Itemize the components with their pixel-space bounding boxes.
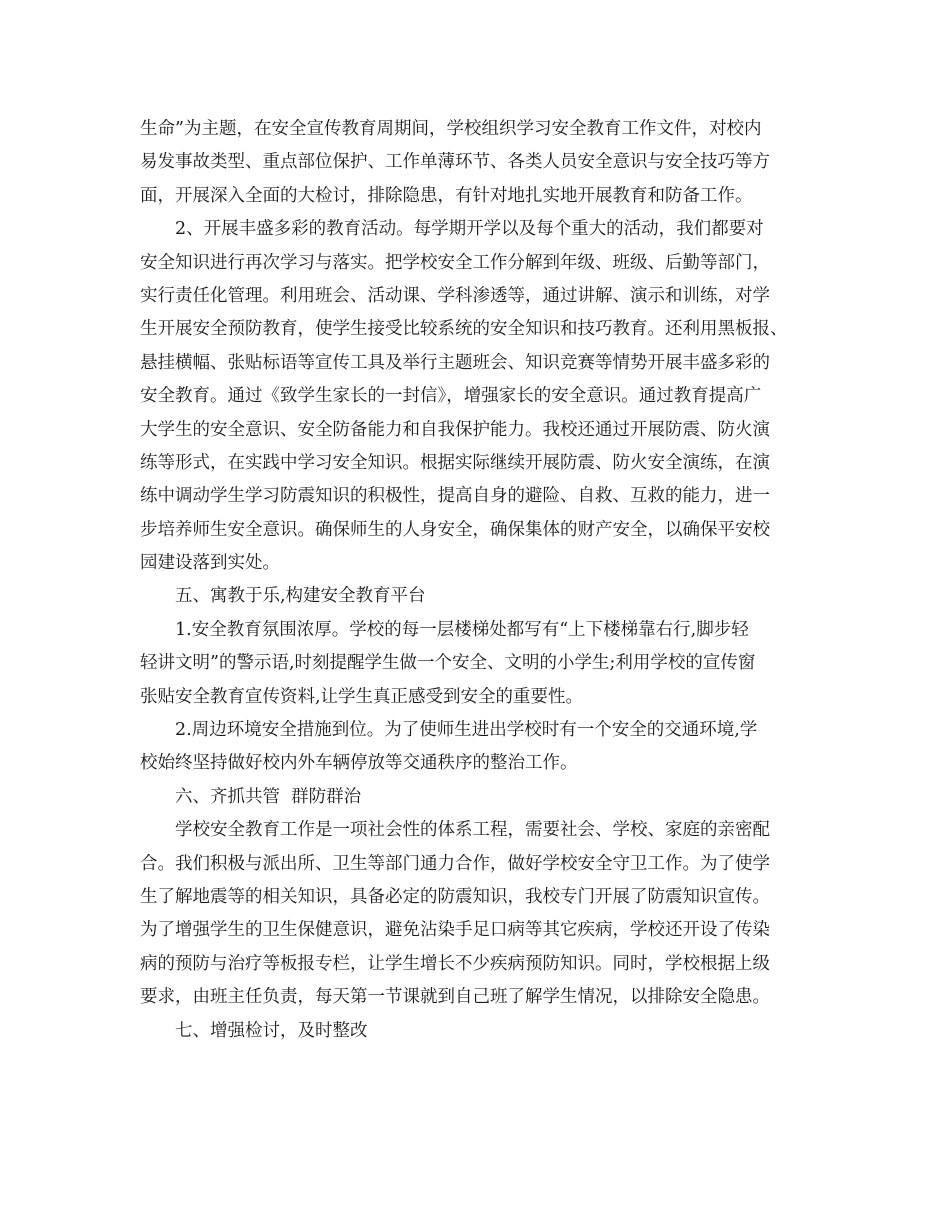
text-line: 安全知识进行再次学习与落实。把学校安全工作分解到年级、班级、后勤等部门， bbox=[140, 252, 770, 273]
text-line: 练中调动学生学习防震知识的积极性，提高自身的避险、自救、互救的能力，进一 bbox=[140, 486, 770, 507]
text-line: 张贴安全教育宣传资料,让学生真正感受到安全的重要性。 bbox=[140, 686, 584, 707]
text-line: 为了增强学生的卫生保健意识，避免沾染手足口病等其它疾病，学校还开设了传染 bbox=[140, 920, 770, 941]
text-line: 安全教育。通过《致学生家长的一封信》，增强家长的安全意识。通过教育提高广 bbox=[140, 386, 762, 407]
text-line: 实行责任化管理。利用班会、活动课、学科渗透等，通过讲解、演示和训练，对学 bbox=[140, 285, 770, 306]
text-line: 步培养师生安全意识。确保师生的人身安全，确保集体的财产安全，以确保平安校 bbox=[140, 519, 770, 540]
text-line: 要求，由班主任负责，每天第一节课就到自己班了解学生情况，以排除安全隐患。 bbox=[140, 987, 770, 1008]
text-line: 生命”为主题，在安全宣传教育周期间，学校组织学习安全教育工作文件，对校内 bbox=[140, 119, 762, 139]
text-line: 生开展安全预防教育，使学生接受比较系统的安全知识和技巧教育。还利用黑板报、 bbox=[140, 319, 788, 340]
section-heading: 五、寓教于乐,构建安全教育平台 bbox=[175, 586, 426, 607]
text-line: 校始终坚持做好校内外车辆停放等交通秩序的整治工作。 bbox=[140, 753, 578, 774]
text-line: 2、开展丰盛多彩的教育活动。每学期开学以及每个重大的活动，我们都要对 bbox=[175, 219, 764, 240]
text-line: 合。我们积极与派出所、卫生等部门通力合作，做好学校安全守卫工作。为了使学 bbox=[140, 853, 770, 874]
section-heading: 六、齐抓共管 群防群治 bbox=[175, 786, 362, 807]
text-line: 轻讲文明”的警示语,时刻提醒学生做一个安全、文明的小学生;利用学校的宣传窗 bbox=[140, 653, 756, 674]
text-line: 2.周边环境安全措施到位。为了使师生进出学校时有一个安全的交通环境,学 bbox=[175, 720, 758, 741]
text-line: 学校安全教育工作是一项社会性的体系工程，需要社会、学校、家庭的亲密配 bbox=[175, 820, 770, 841]
text-line: 1.安全教育氛围浓厚。学校的每一层楼梯处都写有“上下楼梯靠右行,脚步轻 bbox=[175, 619, 749, 640]
document-body bbox=[140, 113, 830, 1048]
text-line: 大学生的安全意识、安全防备能力和自我保护能力。我校还通过开展防震、防火演 bbox=[140, 419, 770, 440]
text-line: 生了解地震等的相关知识，具备必定的防震知识，我校专门开展了防震知识宣传。 bbox=[140, 886, 770, 907]
text-line: 练等形式，在实践中学习安全知识。根据实际继续开展防震、防火安全演练，在演 bbox=[140, 452, 770, 473]
text-line: 悬挂横幅、张贴标语等宣传工具及举行主题班会、知识竞赛等情势开展丰盛多彩的 bbox=[140, 352, 770, 373]
text-line: 园建设落到实处。 bbox=[140, 553, 280, 574]
text-line: 面，开展深入全面的大检讨，排除隐患，有针对地扎实地开展教育和防备工作。 bbox=[140, 185, 753, 206]
text-line: 病的预防与治疗等板报专栏，让学生增长不少疾病预防知识。同时，学校根据上级 bbox=[140, 953, 770, 974]
section-heading: 七、增强检讨，及时整改 bbox=[175, 1020, 368, 1041]
text-line: 易发事故类型、重点部位保护、工作单薄环节、各类人员安全意识与安全技巧等方 bbox=[140, 152, 770, 173]
